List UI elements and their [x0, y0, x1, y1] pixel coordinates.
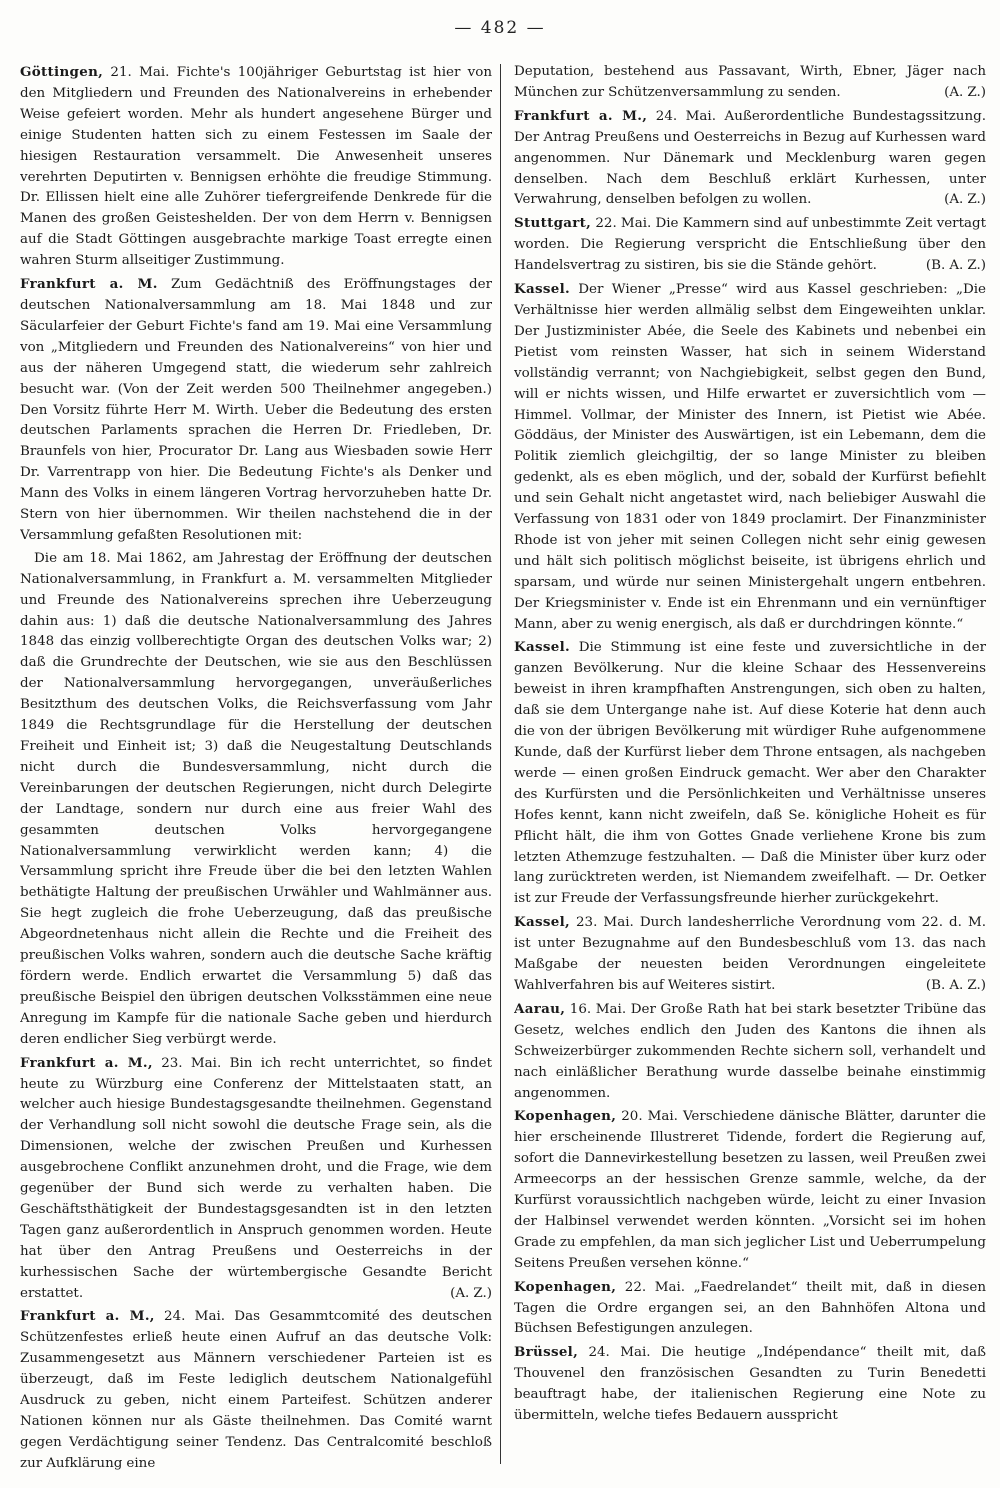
source-signature: (A. Z.)	[944, 84, 986, 100]
article-text: 23. Mai. Durch landesherrliche Verordnung vom 22. d. M. ist unter Bezugnahme auf den Bundesbeschluß vom 13. das nach Maßgabe der neuesten beiden Verordnungen eingeleitete Wahlverfahren bis auf Weiteres sistirt.	[514, 915, 986, 993]
dateline-place: Kassel.	[514, 281, 570, 298]
article-text: Die am 18. Mai 1862, am Jahrestag der Eröffnung der deutschen Nationalversammlung, in Frankfurt a. M. versammelten Mitglieder und Freunde des Nationalvereins sprechen ihre Ueberzeugung dahin aus: 1) daß die deutsche Nationalversammlung des Jahres 1848 das einzig vollberechtigte Organ des deutschen Volks war; 2) daß die Grundrechte der Deutschen, wie sie aus den Beschlüssen der Nationalversammlung hervorgegangen, unveräußerliches Besitzthum des deutschen Volks, die Reichsverfassung vom Jahr 1849 die Rechtsgrundlage für die Herstellung der deutschen Freiheit und Einheit ist; 3) daß die Neugestaltung Deutschlands nicht durch die Bundesversammlung, nicht durch die Vereinbarungen der deutschen Regierungen, nicht durch Delegirte der Landtage, sondern nur durch eine aus freier Wahl des gesammten deutschen Volks hervorgegangene Nationalversammlung verwirklicht werden kann; 4) die Versammlung spricht ihre Freude über die bei den letzten Wahlen bethätigte Haltung der preußischen Urwähler und Wahlmänner aus. Sie hegt zugleich die frohe Ueberzeugung, daß das preußische Abgeordnetenhaus nicht allein die Rechte und die Freiheit des preußischen Volks wahren, sondern auch die deutsche Sache kräftig fördern werde. Endlich erwartet die Versammlung 5) daß das preußische Beispiel den übrigen deutschen Volksstämmen eine neue Anregung im Kampfe für die nationale Sache geben und hierdurch deren endlicher Sieg verbürgt werde.	[20, 550, 492, 1047]
article-paragraph	[514, 106, 986, 212]
article-paragraph	[514, 999, 986, 1105]
article-paragraph	[20, 62, 492, 272]
article-text: 23. Mai. Bin ich recht unterrichtet, so findet heute zu Würzburg eine Conferenz der Mittelstaaten statt, an welcher auch hiesige Bundestagsgesandte theilnehmen. Gegenstand der Verhandlung soll nicht sowohl die deutsche Frage sein, als die Dimensionen, welche der zwischen Preußen und Kurhessen ausgebrochene Conflikt anzunehmen droht, und die Frage, wie dem gegenüber der Bund sich werde zu verhalten haben. Die Geschäftsthätigkeit der Bundestagsgesandten ist in den letzten Tagen ganz außerordentlich in Anspruch genommen worden. Heute hat über den Antrag Preußens und Oesterreichs in der kurhessischen Sache der würtembergische Gesandte Bericht erstattet.	[20, 1055, 492, 1301]
article-text: 24. Mai. Die heutige „Indépendance“ theilt mit, daß Thouvenel den französischen Gesandten zu Turin Benedetti beauftragt habe, der italienischen Regierung eine Note zu übermitteln, welche tiefes Bedauern ausspricht	[514, 1345, 986, 1424]
source-signature: (A. Z.)	[944, 192, 986, 208]
article-text: 21. Mai. Fichte's 100jähriger Geburtstag ist hier von den Mitgliedern und Freunden des Nationalvereins in erhebender Weise gefeiert worden. Mehr als hundert angesehene Bürger und einige Studenten hatten sich zu einem Festessen im Saale der hiesigen Restauration versammelt. Die Anwesenheit unseres verehrten Deputirten v. Bennigsen erhöhte die freudige Stimmung. Dr. Ellissen hielt eine alle Zuhörer tiefergreifende Denkrede für die Manen des großen Geisteshelden. Der von dem Herrn v. Bennigsen auf die Stadt Göttingen ausgebrachte markige Toast erregte einen wahren Sturm allseitiger Zustimmung.	[20, 65, 492, 269]
source-signature: (B. A. Z.)	[925, 977, 986, 993]
article-text: 16. Mai. Der Große Rath hat bei stark besetzter Tribüne das Gesetz, welches endlich den Juden des Kantons die ihnen als Schweizerbürger zukommenden Rechte sichern soll, verhandelt und nach einläßlicher Berathung wurde dasselbe beinahe einstimmig angenommen.	[514, 1001, 986, 1101]
article-text: Die Stimmung ist eine feste und zuversichtliche in der ganzen Bevölkerung. Nur die kleine Schaar des Hessenvereins beweist in ihren krampfhaften Anstrengungen, sich oben zu halten, daß sie dem Untergange nahe ist. Auf diese Koterie hat denn auch die von der übrigen Bevölkerung mit würdiger Ruhe aufgenommene Kunde, daß der Kurfürst lieber dem Throne entsagen, als nachgeben werde — einen großen Eindruck gemacht. Wer aber den Charakter des Kurfürsten und die Persönlichkeiten und Verhältnisse unseres Hofes kennt, kann nicht zweifeln, daß Se. königliche Hoheit es für Pflicht hält, die ihm von Gottes Gnade verliehene Krone bis zum letzten Athemzuge festzuhalten. — Daß die Minister über kurz oder lang zurücktreten werden, ist Niemandem zweifelhaft. — Dr. Oetker ist zur Freude der Verfassungsfreunde hierher zurückgekehrt.	[514, 640, 986, 907]
article-paragraph	[514, 213, 986, 277]
dateline-place: Frankfurt a. M.	[20, 276, 158, 293]
article-text: 24. Mai. Außerordentliche Bundestagssitzung. Der Antrag Preußens und Oesterreichs in Bezug auf Kurhessen ward angenommen. Nur Dänemark und Mecklenburg waren gegen denselben. Nach dem Beschluß erklärt Kurhessen, unter Verwahrung, denselben befolgen zu wollen.	[514, 108, 986, 208]
article-text: 22. Mai. „Faedrelandet“ theilt mit, daß in diesen Tagen die Ordre ergangen sei, an den Bahnhöfen Altona und Büchsen Befestigungen anzulegen.	[514, 1279, 986, 1337]
column-divider	[500, 64, 501, 1464]
article-paragraph	[514, 1106, 986, 1274]
page-number: — 482 —	[454, 18, 546, 38]
article-paragraph	[514, 912, 986, 997]
dateline-place: Frankfurt a. M.,	[20, 1054, 153, 1071]
dateline-place: Kopenhagen,	[514, 1278, 617, 1295]
article-text: Zum Gedächtniß des Eröffnungstages der deutschen Nationalversammlung am 18. Mai 1848 und zur Säcularfeier der Geburt Fichte's fand am 19. Mai eine Versammlung von „Mitgliedern und Freunden des Nationalvereins“ von hier und aus der näheren Umgegend statt, die wiederum sehr zahlreich besucht war. (Von der Zeit werden 500 Theilnehmer angegeben.) Den Vorsitz führte Herr M. Wirth. Ueber die Bedeutung des ersten deutschen Parlaments sprachen die Herren Dr. Friedleben, Dr. Braunfels von hier, Procurator Dr. Lang aus Wiesbaden sowie Herr Dr. Varrentrapp von hier. Die Bedeutung Fichte's als Denker und Mann des Volks in einem längeren Vortrag hervorzuheben hatte Dr. Stern von hier übernommen. Wir theilen nachstehend die in der Versammlung gefaßten Resolutionen mit:	[20, 277, 492, 543]
article-paragraph	[514, 279, 986, 635]
source-signature: (A. Z.)	[450, 1285, 492, 1301]
article-text: Der Wiener „Presse“ wird aus Kassel geschrieben: „Die Verhältnisse hier werden allmälig selbst dem Eingeweihten unklar. Der Justizminister Abée, die Seele des Kabinets und nebenbei ein Pietist vom reinsten Wasser, hat sich in seinem Widerstand vollständig verrannt; von Nachgiebigkeit, selbst gegen den Bund, will er nichts wissen, und Hilfe erwartet er zuversichtlich vom — Himmel. Vollmar, der Minister des Innern, ist Pietist wie Abée. Göddäus, der Minister des Auswärtigen, ist ein Lebemann, dem die Politik ziemlich gleichgiltig, der so lange Minister zu bleiben gedenkt, als es eben möglich, und der, sobald der Kurfürst befiehlt und sein Gehalt nicht angetastet wird, nach beliebiger Auswahl die Verfassung von 1831 oder von 1849 proclamirt. Der Finanzminister Rhode ist von jeher mit seinen Collegen nicht sehr einig gewesen und hält sich politisch möglichst beiseite, ist übrigens ehrlich und sparsam, und würde nur seinen Ministergehalt ungern entbehren. Der Kriegsminister v. Ende ist ein Ehrenmann und ein vernünftiger Mann, aber zu wenig energisch, als daß er durchdringen könnte.“	[514, 282, 986, 632]
dateline-place: Aarau,	[514, 1000, 566, 1017]
dateline-place: Kassel,	[514, 914, 570, 931]
article-text: Deputation, bestehend aus Passavant, Wirth, Ebner, Jäger nach München zur Schützenversammlung zu senden.	[514, 64, 986, 100]
dateline-place: Brüssel,	[514, 1344, 579, 1361]
article-paragraph	[20, 1053, 492, 1305]
article-text: 24. Mai. Das Gesammtcomité des deutschen Schützenfestes erließ heute einen Aufruf an das deutsche Volk: Zusammengesetzt aus Männern verschiedener Parteien ist es überzeugt, daß im Feste lediglich deutschem Nationalgefühl Ausdruck zu geben, nicht einem Parteifest. Schützen anderer Nationen können nur als Gäste theilnehmen. Das Comité warnt gegen Verdächtigung seiner Tendenz. Das Centralcomité beschloß zur Aufklärung eine	[20, 1309, 492, 1471]
article-paragraph	[514, 637, 986, 910]
article-paragraph	[20, 549, 492, 1051]
dateline-place: Göttingen,	[20, 64, 104, 80]
dateline-place: Frankfurt a. M.,	[20, 1308, 155, 1325]
dateline-place: Kassel.	[514, 639, 570, 656]
article-paragraph	[20, 274, 492, 547]
article-paragraph	[20, 1306, 492, 1474]
article-paragraph	[514, 1277, 986, 1341]
dateline-place: Frankfurt a. M.,	[514, 107, 648, 124]
article-text: 20. Mai. Verschiedene dänische Blätter, darunter die hier erscheinende Illustreret Tidende, fordert die Regierung auf, sofort die Dannevirkestellung besetzen zu lassen, weil Preußen zwei Armeecorps an der hessischen Grenze sammle, welche, da der Kurfürst voraussichtlich nachgeben würde, leicht zu einer Invasion der Halbinsel verwendet werden könnten. „Vorsicht sei im hohen Grade zu empfehlen, da man sich jeglicher List und Ueberrumpelung Seitens Preußen versehen könne.“	[514, 1109, 986, 1271]
article-paragraph	[514, 1342, 986, 1427]
right-column	[514, 62, 986, 1474]
dateline-place: Kopenhagen,	[514, 1108, 617, 1125]
left-column	[20, 62, 492, 1474]
article-paragraph	[514, 62, 986, 104]
article-text: 22. Mai. Die Kammern sind auf unbestimmte Zeit vertagt worden. Die Regierung verspricht die Entschließung über den Handelsvertrag zu sistiren, bis sie die Stände gehört.	[514, 216, 986, 274]
dateline-place: Stuttgart,	[514, 215, 592, 232]
source-signature: (B. A. Z.)	[925, 258, 986, 274]
